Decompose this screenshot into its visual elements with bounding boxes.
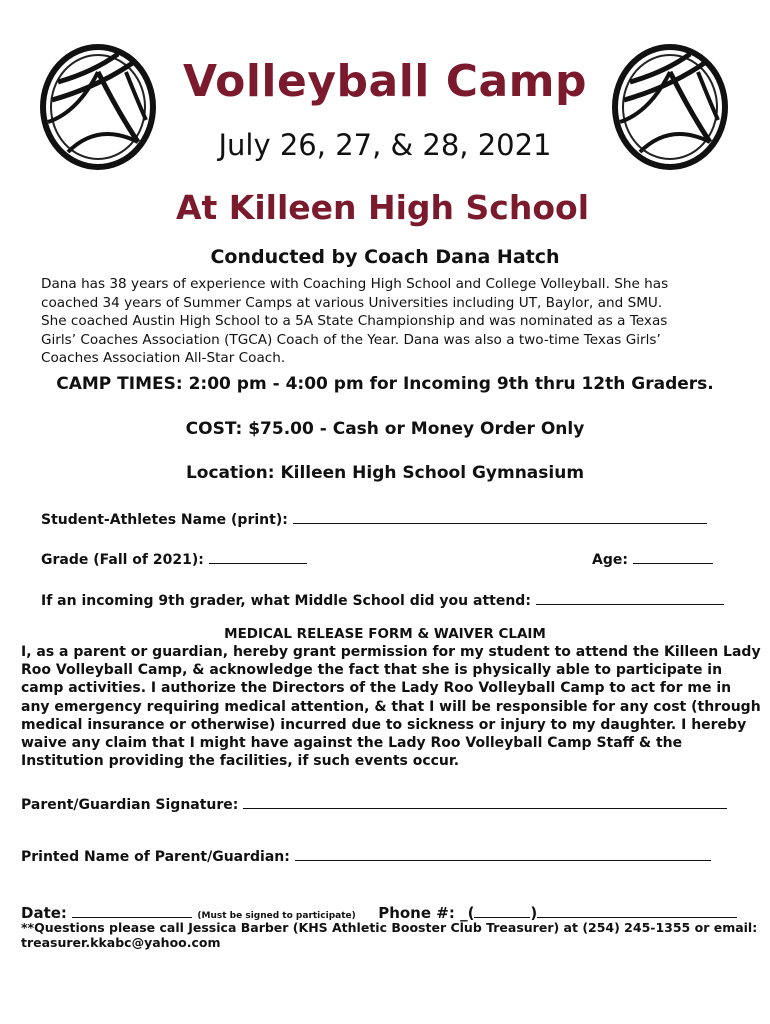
parent-signature-field[interactable]	[243, 796, 727, 809]
phone-prefix: _(	[460, 904, 475, 922]
student-name-label: Student-Athletes Name (print):	[41, 512, 288, 528]
waiver-text	[21, 643, 761, 770]
date-label: Date:	[21, 904, 67, 922]
phone-label: Phone #:	[378, 904, 455, 922]
waiver-line: Roo Volleyball Camp, & acknowledge the fact that she is physically able to participate in	[21, 662, 723, 679]
middle-school-label: If an incoming 9th grader, what Middle School did you attend:	[41, 593, 531, 609]
camp-location: Location: Killeen High School Gymnasium	[185, 463, 585, 483]
location-heading: At Killeen High School	[175, 188, 590, 227]
printed-name-field[interactable]	[295, 848, 711, 861]
grade-field[interactable]	[209, 551, 307, 564]
parent-signature-label: Parent/Guardian Signature:	[21, 797, 239, 813]
age-label: Age:	[592, 552, 628, 568]
waiver-title: MEDICAL RELEASE FORM & WAIVER CLAIM	[224, 626, 546, 642]
phone-area-code-field[interactable]	[474, 905, 530, 918]
date-field[interactable]	[72, 905, 192, 918]
bio-line: Girls’ Coaches Association (TGCA) Coach of the Year. Dana was also a two-time Texas Girls’	[41, 331, 661, 348]
phone-close: )	[530, 904, 538, 922]
bio-line: Dana has 38 years of experience with Coaching High School and College Volleyball. She has	[41, 276, 669, 292]
waiver-line: camp activities. I authorize the Directors of the Lady Roo Volleyball Camp to act for me in	[21, 680, 732, 697]
camp-cost: COST: $75.00 - Cash or Money Order Only	[185, 419, 585, 439]
camp-times: CAMP TIMES: 2:00 pm - 4:00 pm for Incoming 9th thru 12th Graders.	[56, 374, 714, 394]
must-sign-note: (Must be signed to participate)	[197, 911, 356, 921]
grade-label: Grade (Fall of 2021):	[41, 552, 204, 568]
grade-row	[41, 551, 307, 568]
footer-note	[21, 920, 758, 950]
middle-school-row	[41, 592, 724, 609]
parent-signature-row	[21, 796, 727, 813]
age-row	[592, 551, 713, 568]
student-name-field[interactable]	[293, 511, 707, 524]
waiver-line: any emergency requiring medical attention, & that I will be responsible for any cost (through	[21, 698, 761, 715]
printed-name-row	[21, 848, 711, 865]
student-name-row	[41, 511, 707, 528]
footer-line: **Questions please call Jessica Barber (KHS Athletic Booster Club Treasurer) at (254) 245-1355 or email:	[21, 920, 758, 935]
footer-email: treasurer.kkabc@yahoo.com	[21, 935, 221, 950]
coach-bio	[41, 275, 731, 368]
page-title: Volleyball Camp	[182, 56, 588, 107]
camp-dates: July 26, 27, & 28, 2021	[218, 128, 552, 162]
phone-number-field[interactable]	[537, 905, 737, 918]
middle-school-field[interactable]	[536, 592, 724, 605]
waiver-line: medical insurance or otherwise) incurred due to sickness or injury to my daughter. I hereby	[21, 716, 747, 733]
waiver-line: Institution providing the facilities, if such events occur.	[21, 753, 460, 770]
bio-line: Coaches Association All-Star Coach.	[41, 350, 286, 366]
bio-line: coached 34 years of Summer Camps at various Universities including UT, Baylor, and SMU.	[41, 294, 663, 311]
conducted-by: Conducted by Coach Dana Hatch	[210, 246, 560, 268]
bio-line: She coached Austin High School to a 5A State Championship and was nominated as a Texas	[41, 313, 668, 329]
waiver-line: I, as a parent or guardian, hereby grant permission for my student to attend the Killeen Lady	[21, 644, 761, 660]
age-field[interactable]	[633, 551, 713, 564]
waiver-line: waive any claim that I might have against the Lady Roo Volleyball Camp Staff & the	[21, 735, 683, 752]
printed-name-label: Printed Name of Parent/Guardian:	[21, 849, 290, 865]
